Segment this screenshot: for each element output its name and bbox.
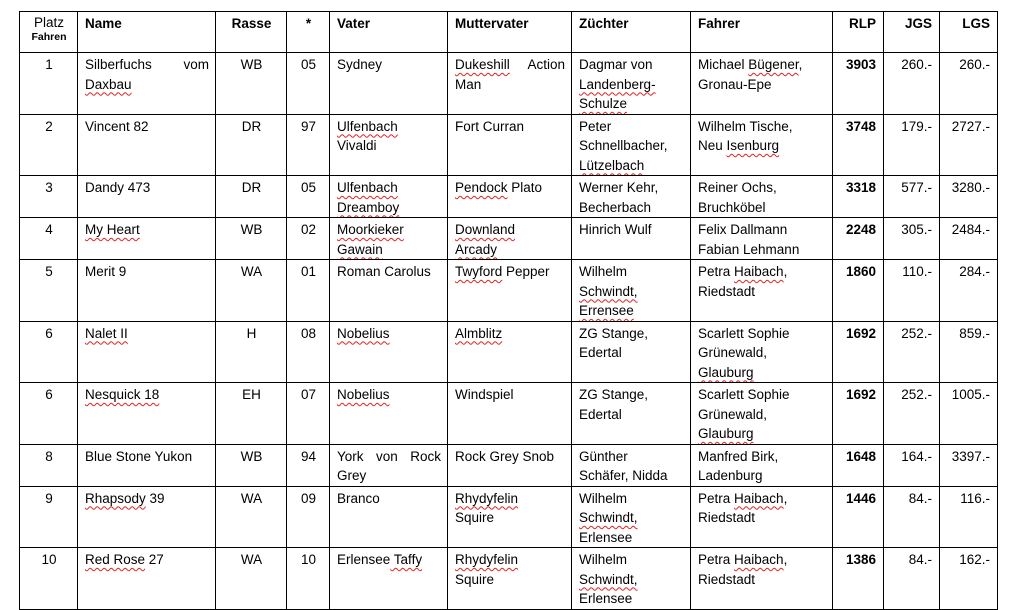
cell-lgs: 2484.- — [940, 218, 998, 260]
cell-jgs: 577.- — [884, 176, 940, 218]
cell-jgs: 305.- — [884, 218, 940, 260]
table-row — [20, 114, 998, 176]
cell-fahrer: Scarlett Sophie Grünewald, Glauburg — [691, 321, 833, 383]
cell-rlp: 1860 — [833, 260, 884, 322]
cell-name: My Heart — [78, 218, 216, 260]
cell-muttervater: Downland Arcady — [448, 218, 572, 260]
cell-lgs: 3397.- — [940, 444, 998, 486]
cell-jgs: 179.- — [884, 114, 940, 176]
cell-rlp: 1446 — [833, 486, 884, 548]
cell-muttervater: Fort Curran — [448, 114, 572, 176]
cell-name: Merit 9 — [78, 260, 216, 322]
cell-zuechter: Peter Schnellbacher, Lützelbach — [572, 114, 691, 176]
cell-rlp: 1648 — [833, 444, 884, 486]
cell-rlp: 1386 — [833, 548, 884, 610]
cell-name: Silberfuchs vom Daxbau — [78, 53, 216, 115]
cell-rasse: DR — [216, 176, 287, 218]
cell-zuechter: Günther Schäfer, Nidda — [572, 444, 691, 486]
header-platz: Platz Fahren — [20, 12, 78, 53]
header-name: Name — [78, 12, 216, 53]
cell-platz: 2 — [20, 114, 78, 176]
cell-jgs: 164.- — [884, 444, 940, 486]
cell-fahrer: Wilhelm Tische, Neu Isenburg — [691, 114, 833, 176]
cell-jgs: 252.- — [884, 383, 940, 445]
cell-star: 94 — [287, 444, 330, 486]
cell-jgs: 84.- — [884, 486, 940, 548]
cell-fahrer: Felix Dallmann Fabian Lehmann — [691, 218, 833, 260]
cell-name: Nalet II — [78, 321, 216, 383]
cell-muttervater: Rhydyfelin Squire — [448, 548, 572, 610]
cell-lgs: 2727.- — [940, 114, 998, 176]
cell-rlp: 2248 — [833, 218, 884, 260]
cell-platz: 3 — [20, 176, 78, 218]
cell-zuechter: Wilhelm Schwindt, Errensee — [572, 260, 691, 322]
header-jgs: JGS — [884, 12, 940, 53]
cell-muttervater: Dukeshill Action Man — [448, 53, 572, 115]
cell-muttervater: Pendock Plato — [448, 176, 572, 218]
cell-rlp: 1692 — [833, 321, 884, 383]
table-row — [20, 548, 998, 610]
cell-fahrer: Petra Haibach, Riedstadt — [691, 486, 833, 548]
header-muttervater: Muttervater — [448, 12, 572, 53]
cell-zuechter: Werner Kehr, Becherbach — [572, 176, 691, 218]
cell-rasse: H — [216, 321, 287, 383]
results-table — [19, 11, 998, 610]
cell-platz: 4 — [20, 218, 78, 260]
cell-jgs: 84.- — [884, 548, 940, 610]
cell-fahrer: Reiner Ochs, Bruchköbel — [691, 176, 833, 218]
cell-name: Dandy 473 — [78, 176, 216, 218]
cell-jgs: 252.- — [884, 321, 940, 383]
cell-lgs: 284.- — [940, 260, 998, 322]
cell-muttervater: Rhydyfelin Squire — [448, 486, 572, 548]
table-row — [20, 444, 998, 486]
cell-rlp: 3318 — [833, 176, 884, 218]
cell-vater: Roman Carolus — [330, 260, 448, 322]
cell-vater: Ulfenbach Vivaldi — [330, 114, 448, 176]
cell-lgs: 162.- — [940, 548, 998, 610]
cell-platz: 10 — [20, 548, 78, 610]
table-row — [20, 383, 998, 445]
cell-muttervater: Windspiel — [448, 383, 572, 445]
cell-rlp: 3748 — [833, 114, 884, 176]
cell-fahrer: Petra Haibach, Riedstadt — [691, 548, 833, 610]
header-row — [20, 12, 998, 53]
table-row — [20, 260, 998, 322]
cell-lgs: 260.- — [940, 53, 998, 115]
cell-zuechter: Wilhelm Schwindt, Erlensee — [572, 486, 691, 548]
cell-vater: Erlensee Taffy — [330, 548, 448, 610]
cell-platz: 6 — [20, 321, 78, 383]
cell-zuechter: ZG Stange, Edertal — [572, 321, 691, 383]
cell-star: 08 — [287, 321, 330, 383]
cell-zuechter: ZG Stange, Edertal — [572, 383, 691, 445]
cell-lgs: 3280.- — [940, 176, 998, 218]
cell-zuechter: Hinrich Wulf — [572, 218, 691, 260]
cell-star: 97 — [287, 114, 330, 176]
cell-star: 10 — [287, 548, 330, 610]
header-fahrer: Fahrer — [691, 12, 833, 53]
cell-rlp: 1692 — [833, 383, 884, 445]
cell-platz: 9 — [20, 486, 78, 548]
header-rasse: Rasse — [216, 12, 287, 53]
cell-star: 09 — [287, 486, 330, 548]
header-zuechter: Züchter — [572, 12, 691, 53]
cell-lgs: 116.- — [940, 486, 998, 548]
cell-fahrer: Petra Haibach, Riedstadt — [691, 260, 833, 322]
cell-rasse: DR — [216, 114, 287, 176]
cell-rasse: WA — [216, 548, 287, 610]
cell-vater: Branco — [330, 486, 448, 548]
cell-zuechter: Dagmar von Landenberg- Schulze — [572, 53, 691, 115]
cell-vater: Nobelius — [330, 383, 448, 445]
cell-platz: 1 — [20, 53, 78, 115]
cell-platz: 8 — [20, 444, 78, 486]
cell-name: Vincent 82 — [78, 114, 216, 176]
cell-name: Red Rose 27 — [78, 548, 216, 610]
cell-name: Blue Stone Yukon — [78, 444, 216, 486]
header-vater: Vater — [330, 12, 448, 53]
cell-vater: Ulfenbach Dreamboy — [330, 176, 448, 218]
cell-rasse: WB — [216, 218, 287, 260]
cell-platz: 6 — [20, 383, 78, 445]
results-table-container — [19, 11, 998, 610]
cell-rasse: WB — [216, 53, 287, 115]
cell-jgs: 110.- — [884, 260, 940, 322]
cell-star: 05 — [287, 53, 330, 115]
header-lgs: LGS — [940, 12, 998, 53]
table-row — [20, 53, 998, 115]
cell-star: 01 — [287, 260, 330, 322]
cell-vater: Nobelius — [330, 321, 448, 383]
cell-rasse: WA — [216, 486, 287, 548]
cell-star: 05 — [287, 176, 330, 218]
cell-star: 02 — [287, 218, 330, 260]
cell-name: Rhapsody 39 — [78, 486, 216, 548]
table-row — [20, 486, 998, 548]
header-rlp: RLP — [833, 12, 884, 53]
cell-muttervater: Almblitz — [448, 321, 572, 383]
cell-rasse: EH — [216, 383, 287, 445]
cell-rlp: 3903 — [833, 53, 884, 115]
cell-vater: York von Rock Grey — [330, 444, 448, 486]
cell-lgs: 859.- — [940, 321, 998, 383]
header-star: * — [287, 12, 330, 53]
table-row — [20, 321, 998, 383]
cell-name: Nesquick 18 — [78, 383, 216, 445]
cell-rasse: WB — [216, 444, 287, 486]
cell-vater: Moorkieker Gawain — [330, 218, 448, 260]
cell-muttervater: Twyford Pepper — [448, 260, 572, 322]
table-row — [20, 176, 998, 218]
table-row — [20, 218, 998, 260]
cell-platz: 5 — [20, 260, 78, 322]
header-platz-sub: Fahren — [31, 31, 67, 43]
cell-lgs: 1005.- — [940, 383, 998, 445]
cell-fahrer: Manfred Birk, Ladenburg — [691, 444, 833, 486]
cell-fahrer: Michael Bügener, Gronau-Epe — [691, 53, 833, 115]
cell-muttervater: Rock Grey Snob — [448, 444, 572, 486]
cell-fahrer: Scarlett Sophie Grünewald, Glauburg — [691, 383, 833, 445]
cell-rasse: WA — [216, 260, 287, 322]
cell-jgs: 260.- — [884, 53, 940, 115]
cell-zuechter: Wilhelm Schwindt, Erlensee — [572, 548, 691, 610]
cell-star: 07 — [287, 383, 330, 445]
cell-vater: Sydney — [330, 53, 448, 115]
